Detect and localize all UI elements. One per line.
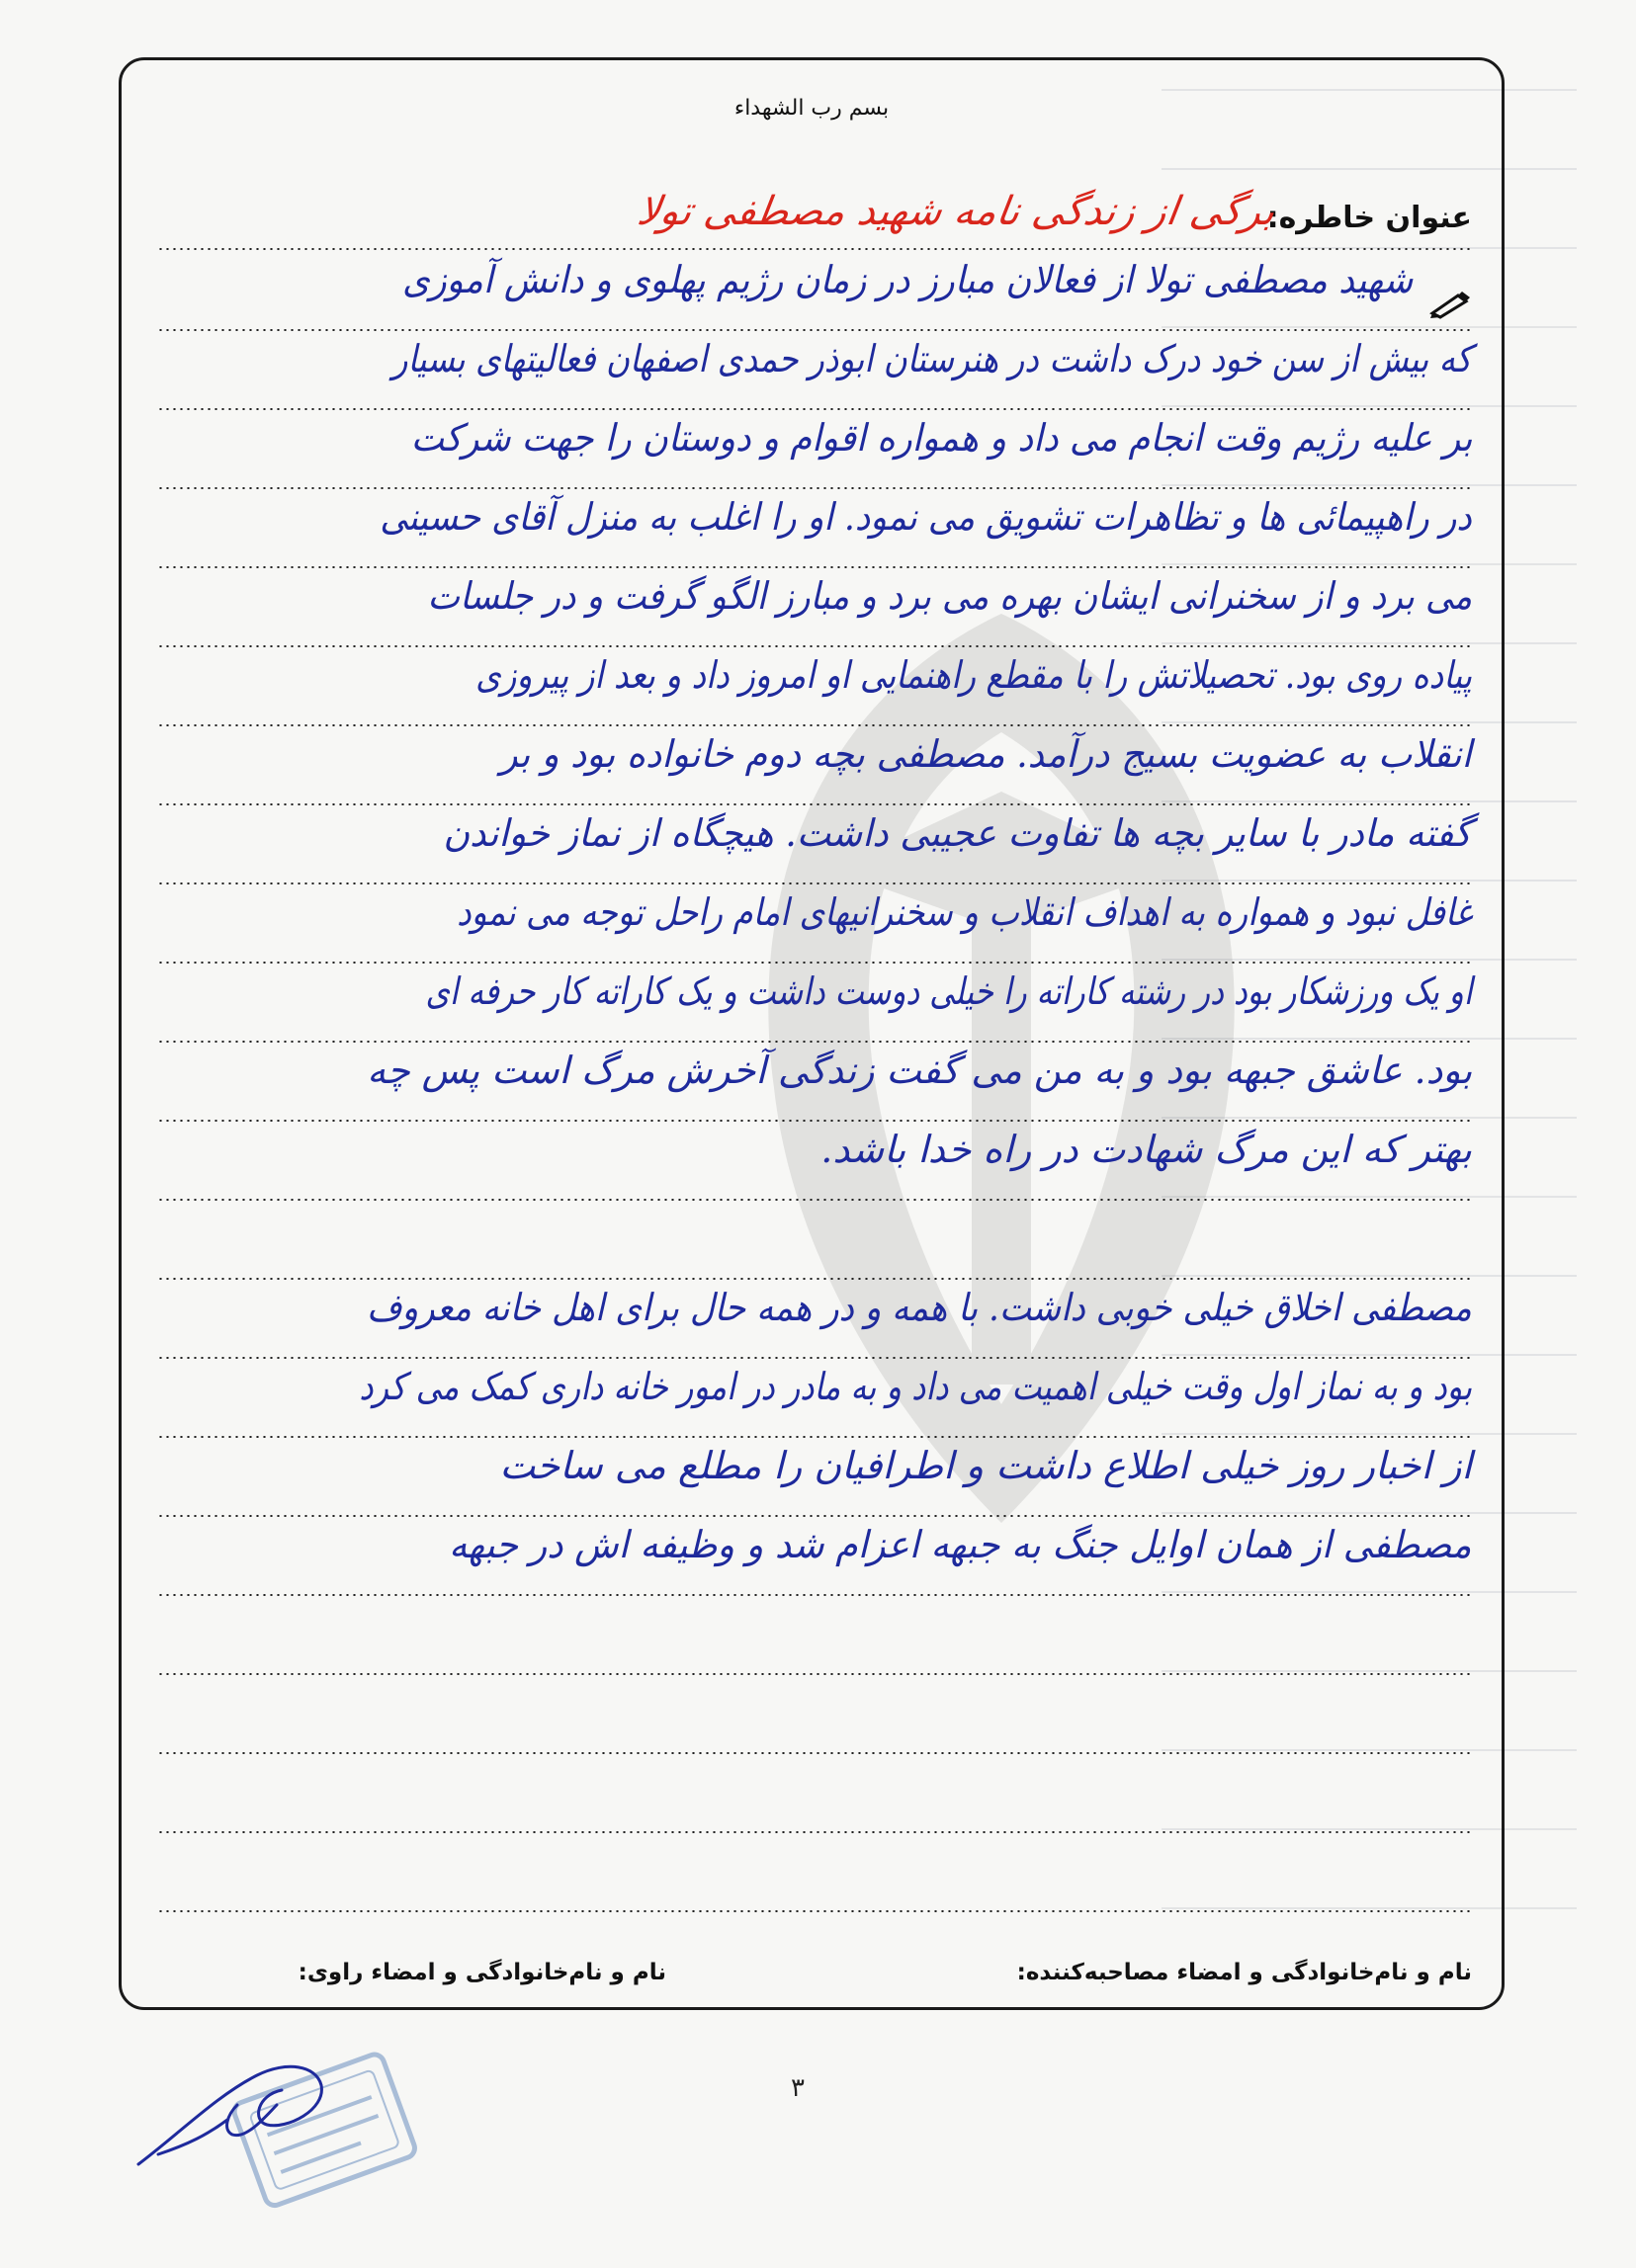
handwritten-line: می برد و از سخنرانی ایشان بهره می برد و مبارز الگو گرفت و در جلسات xyxy=(427,574,1472,618)
memory-title-label: عنوان خاطره: xyxy=(1266,201,1472,235)
page-number: ۳ xyxy=(791,2073,805,2103)
dotted-line xyxy=(157,1278,1472,1280)
dotted-line xyxy=(157,1041,1472,1043)
form-frame xyxy=(119,57,1505,2010)
dotted-line xyxy=(157,329,1472,331)
dotted-line xyxy=(157,803,1472,805)
memory-title-value: برگی از زندگی نامه شهید مصطفی تولا xyxy=(634,189,1278,234)
dotted-line xyxy=(157,408,1472,410)
handwritten-line: از اخبار روز خیلی اطلاع داشت و اطرافیان را مطلع می ساخت xyxy=(499,1444,1472,1487)
handwritten-line: بر علیه رژیم وقت انجام می داد و همواره اقوام و دوستان را جهت شرکت xyxy=(410,416,1472,460)
dotted-line xyxy=(157,1357,1472,1359)
dotted-line xyxy=(157,1515,1472,1517)
dotted-line xyxy=(157,1120,1472,1122)
handwritten-line: بود. عاشق جبهه بود و به من می گفت زندگی آخرش مرگ است پس چه xyxy=(367,1049,1472,1092)
signature-icon xyxy=(119,2036,356,2184)
handwritten-line: انقلاب به عضویت بسیج درآمد. مصطفی بچه دوم خانواده بود و بر xyxy=(500,732,1472,776)
dotted-line xyxy=(157,1436,1472,1438)
handwritten-line: مصطفی از همان اوایل جنگ به جبهه اعزام شد و وظیفه اش در جبهه xyxy=(449,1523,1472,1566)
dotted-line xyxy=(157,1199,1472,1201)
handwritten-line: غافل نبود و همواره به اهداف انقلاب و سخنرانیهای امام راحل توجه می نمود xyxy=(457,890,1472,934)
dotted-line xyxy=(157,1752,1472,1754)
dotted-line xyxy=(157,1910,1472,1912)
handwritten-line: گفته مادر با سایر بچه ها تفاوت عجیبی داشت. هیچگاه از نماز خواندن xyxy=(443,811,1472,855)
pen-writing-icon xyxy=(1428,290,1472,319)
title-dotted-line xyxy=(157,248,1472,250)
interviewer-signature-label: نام و نام‌خانوادگی و امضاء مصاحبه‌کننده: xyxy=(1016,1960,1472,1985)
handwritten-line: در راهپیمائی ها و تظاهرات تشویق می نمود. او را اغلب به منزل آقای حسینی xyxy=(380,495,1472,539)
handwritten-line: بود و به نماز اول وقت خیلی اهمیت می داد و به مادر در امور خانه داری کمک می کرد xyxy=(359,1365,1472,1408)
handwritten-line: او یک ورزشکار بود در رشته کاراته را خیلی دوست داشت و یک کاراته کار حرفه ای xyxy=(424,969,1472,1013)
dotted-line xyxy=(157,1594,1472,1596)
handwritten-line: که بیش از سن خود درک داشت در هنرستان ابوذر حمدی اصفهان فعالیتهای بسیار xyxy=(392,337,1472,380)
dotted-line xyxy=(157,487,1472,489)
handwritten-line: شهید مصطفی تولا از فعالان مبارز در زمان رژیم پهلوی و دانش آموزی xyxy=(401,258,1413,301)
dotted-line xyxy=(157,1673,1472,1675)
dotted-line xyxy=(157,724,1472,726)
dotted-line xyxy=(157,962,1472,964)
page-header: بسم رب الشهداء xyxy=(733,96,890,121)
handwritten-line: بهتر که این مرگ شهادت در راه خدا باشد. xyxy=(820,1128,1472,1171)
dotted-line xyxy=(157,882,1472,884)
dotted-line xyxy=(157,1831,1472,1833)
handwritten-line: پیاده روی بود. تحصیلاتش را با مقطع راهنمایی او امروز داد و بعد از پیروزی xyxy=(474,653,1472,697)
dotted-line xyxy=(157,645,1472,647)
handwritten-line: مصطفی اخلاق خیلی خوبی داشت. با همه و در همه حال برای اهل خانه معروف xyxy=(367,1286,1472,1329)
dotted-line xyxy=(157,566,1472,568)
narrator-signature-label: نام و نام‌خانوادگی و امضاء راوی: xyxy=(298,1960,666,1985)
